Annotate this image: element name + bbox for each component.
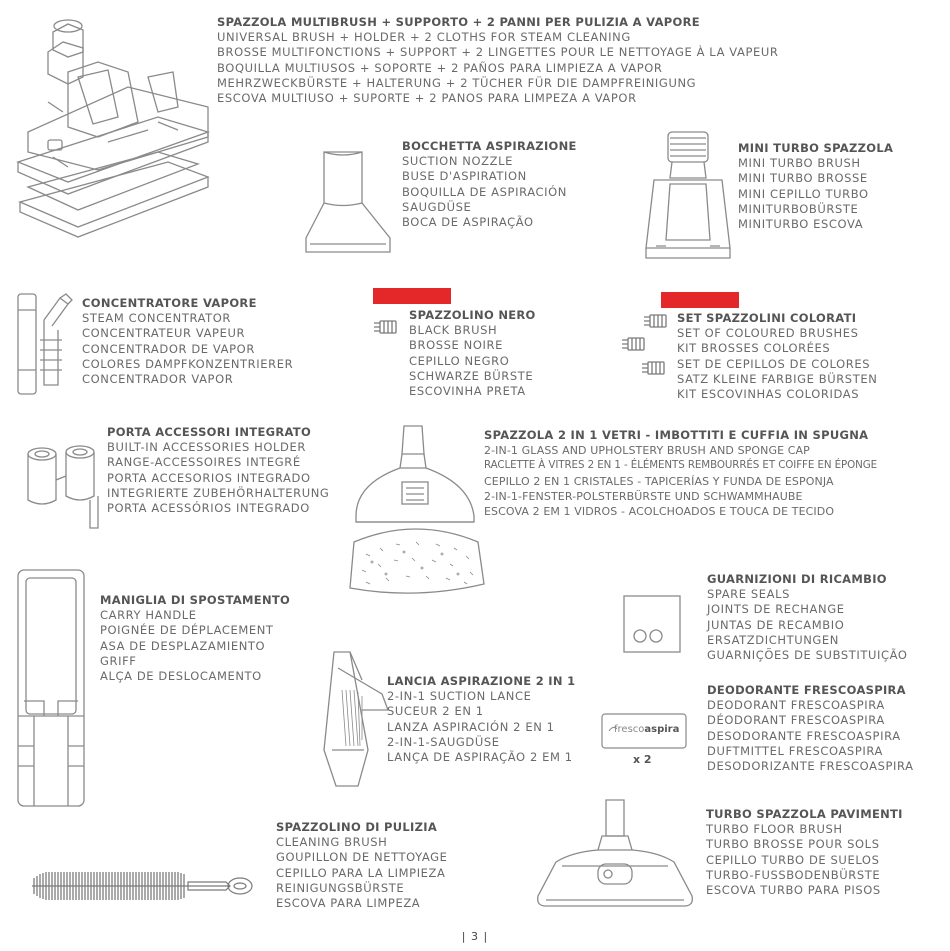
coloured-brushes-title: SET SPAZZOLINI COLORATI bbox=[677, 311, 857, 325]
mini-turbo-line: MINI TURBO BROSSE bbox=[738, 171, 868, 186]
black-brush-line: BROSSE NOIRE bbox=[409, 338, 503, 353]
deodorant-line: DESODORANTE FRESCOASPIRA bbox=[707, 728, 901, 743]
suction-lance-line: LANÇA DE ASPIRAÇÃO 2 EM 1 bbox=[387, 750, 573, 765]
black-brush-red-bar bbox=[373, 288, 451, 304]
multibrush-illustration bbox=[8, 12, 216, 252]
suction-nozzle-title: BOCCHETTA ASPIRAZIONE bbox=[402, 139, 577, 153]
mini-turbo-line: MINI TURBO BRUSH bbox=[738, 156, 861, 170]
carry-handle-text bbox=[100, 593, 290, 684]
accessories-holder-line: PORTA ACCESORIOS INTEGRADO bbox=[107, 470, 311, 485]
spare-seals-line: SPARE SEALS bbox=[707, 587, 791, 601]
coloured-brushes-text bbox=[677, 311, 877, 402]
carry-handle-line: ASA DE DESPLAZAMIENTO bbox=[100, 638, 266, 653]
glass-brush-line: RACLETTE À VITRES 2 EN 1 - ÉLÉMENTS REMBOURRÉS ET COIFFE EN ÉPONGE bbox=[484, 459, 878, 472]
deodorant-quantity: x 2 bbox=[633, 753, 652, 766]
cleaning-brush-text bbox=[276, 820, 448, 911]
deodorant-title: DEODORANTE FRESCOASPIRA bbox=[707, 683, 906, 697]
mini-turbo-brush-illustration bbox=[640, 128, 736, 264]
coloured-brushes-line: SET OF COLOURED BRUSHES bbox=[677, 326, 859, 340]
black-brush-line: SCHWARZE BÜRSTE bbox=[409, 368, 534, 383]
carry-handle-illustration bbox=[14, 566, 94, 810]
black-brush-line: BLACK BRUSH bbox=[409, 323, 498, 337]
black-brush-line: CEPILLO NEGRO bbox=[409, 353, 510, 368]
steam-concentrator-line: CONCENTRADOR VAPOR bbox=[82, 372, 234, 387]
coloured-brushes-line: KIT ESCOVINHAS COLORIDAS bbox=[677, 387, 860, 402]
logo-light-text: fresco bbox=[614, 724, 645, 735]
coloured-brushes-red-bar bbox=[661, 292, 739, 308]
cleaning-brush-line: CLEANING BRUSH bbox=[276, 835, 388, 849]
steam-concentrator-line: CONCENTRADOR DE VAPOR bbox=[82, 341, 255, 356]
mini-turbo-text bbox=[738, 141, 893, 232]
black-brush-illustration bbox=[370, 318, 400, 336]
multibrush-line: UNIVERSAL BRUSH + HOLDER + 2 CLOTHS FOR STEAM CLEANING bbox=[217, 30, 631, 44]
accessories-holder-title: PORTA ACCESSORI INTEGRATO bbox=[107, 425, 312, 439]
turbo-floor-brush-illustration bbox=[532, 796, 698, 914]
glass-brush-line: 2-IN-1 GLASS AND UPHOLSTERY BRUSH AND SPONGE CAP bbox=[484, 444, 810, 457]
steam-concentrator-title: CONCENTRATORE VAPORE bbox=[82, 296, 257, 310]
steam-concentrator-text bbox=[82, 296, 293, 387]
accessories-holder-text bbox=[107, 425, 329, 516]
suction-nozzle-illustration bbox=[302, 148, 394, 260]
spare-seals-line: JOINTS DE RECHANGE bbox=[707, 602, 845, 617]
mini-turbo-title: MINI TURBO SPAZZOLA bbox=[738, 141, 894, 155]
suction-nozzle-line: SAUGDÜSE bbox=[402, 199, 472, 214]
deodorant-line: DÉODORANT FRESCOASPIRA bbox=[707, 713, 885, 728]
spare-seals-illustration bbox=[622, 594, 684, 656]
cleaning-brush-illustration bbox=[30, 866, 256, 906]
cleaning-brush-line: REINIGUNGSBÜRSTE bbox=[276, 880, 405, 895]
mini-turbo-line: MINITURBO ESCOVA bbox=[738, 217, 864, 232]
suction-lance-title: LANCIA ASPIRAZIONE 2 IN 1 bbox=[387, 674, 576, 688]
turbo-floor-line: TURBO BROSSE POUR SOLS bbox=[706, 837, 880, 852]
deodorant-line: DEODORANT FRESCOASPIRA bbox=[707, 698, 885, 712]
coloured-brushes-line: SATZ KLEINE FARBIGE BÜRSTEN bbox=[677, 371, 878, 386]
accessories-holder-illustration bbox=[22, 440, 104, 532]
suction-nozzle-line: BOQUILLA DE ASPIRACIÓN bbox=[402, 184, 567, 199]
turbo-floor-title: TURBO SPAZZOLA PAVIMENTI bbox=[706, 807, 903, 821]
turbo-floor-text bbox=[706, 807, 903, 898]
accessories-holder-line: BUILT-IN ACCESSORIES HOLDER bbox=[107, 440, 306, 454]
steam-concentrator-line: STEAM CONCENTRATOR bbox=[82, 311, 232, 325]
suction-lance-illustration bbox=[322, 650, 392, 790]
accessories-holder-line: INTEGRIERTE ZUBEHÖRHALTERUNG bbox=[107, 485, 330, 500]
steam-concentrator-illustration bbox=[14, 290, 82, 402]
accessories-holder-line: RANGE-ACCESSOIRES INTEGRÉ bbox=[107, 455, 301, 470]
coloured-brushes-line: KIT BROSSES COLORÉES bbox=[677, 341, 831, 356]
coloured-brushes-illustration bbox=[620, 312, 670, 384]
deodorant-logo bbox=[614, 724, 679, 735]
carry-handle-line: POIGNÉE DE DÉPLACEMENT bbox=[100, 623, 274, 638]
turbo-floor-line: CEPILLO TURBO DE SUELOS bbox=[706, 852, 880, 867]
black-brush-title: SPAZZOLINO NERO bbox=[409, 308, 536, 322]
spare-seals-line: ERSATZDICHTUNGEN bbox=[707, 632, 839, 647]
suction-lance-line: 2-IN-1-SAUGDÜSE bbox=[387, 734, 500, 749]
glass-brush-line: 2-IN-1-FENSTER-POLSTERBÜRSTE UND SCHWAMMHAUBE bbox=[484, 489, 803, 503]
multibrush-title: SPAZZOLA MULTIBRUSH + SUPPORTO + 2 PANNI PER PULIZIA A VAPORE bbox=[217, 15, 700, 29]
cleaning-brush-line: GOUPILLON DE NETTOYAGE bbox=[276, 850, 448, 865]
suction-nozzle-text bbox=[402, 139, 577, 230]
deodorant-text bbox=[707, 683, 914, 774]
logo-bold-text: aspira bbox=[644, 724, 680, 735]
coloured-brushes-line: SET DE CEPILLOS DE COLORES bbox=[677, 356, 871, 371]
suction-lance-line: SUCEUR 2 EN 1 bbox=[387, 704, 484, 719]
suction-lance-text bbox=[387, 674, 575, 765]
spare-seals-title: GUARNIZIONI DI RICAMBIO bbox=[707, 572, 887, 586]
multibrush-line: MEHRZWECKBÜRSTE + HALTERUNG + 2 TÜCHER FÜR DIE DAMPFREINIGUNG bbox=[217, 75, 697, 90]
multibrush-line: BROSSE MULTIFONCTIONS + SUPPORT + 2 LINGETTES POUR LE NETTOYAGE À LA VAPEUR bbox=[217, 45, 779, 60]
page-number: | 3 | bbox=[461, 930, 489, 943]
multibrush-line: BOQUILLA MULTIUSOS + SOPORTE + 2 PAÑOS PARA LIMPIEZA A VAPOR bbox=[217, 60, 663, 75]
carry-handle-line: ALÇA DE DESLOCAMENTO bbox=[100, 669, 262, 684]
glass-brush-title: SPAZZOLA 2 IN 1 VETRI - IMBOTTITI E CUFFIA IN SPUGNA bbox=[484, 428, 869, 442]
black-brush-text bbox=[409, 308, 536, 399]
carry-handle-line: CARRY HANDLE bbox=[100, 608, 197, 622]
suction-nozzle-line: BOCA DE ASPIRAÇÃO bbox=[402, 215, 534, 230]
mini-turbo-line: MINI CEPILLO TURBO bbox=[738, 186, 869, 201]
mini-turbo-line: MINITURBOBÜRSTE bbox=[738, 201, 859, 216]
spare-seals-line: JUNTAS DE RECAMBIO bbox=[707, 617, 845, 632]
deodorant-line: DUFTMITTEL FRESCOASPIRA bbox=[707, 743, 883, 758]
cleaning-brush-line: CEPILLO PARA LA LIMPIEZA bbox=[276, 865, 446, 880]
glass-brush-text bbox=[484, 428, 877, 519]
carry-handle-line: GRIFF bbox=[100, 653, 137, 668]
accessories-holder-line: PORTA ACESSÓRIOS INTEGRADO bbox=[107, 501, 310, 516]
turbo-floor-line: TURBO-FUSSBODENBÜRSTE bbox=[706, 867, 881, 882]
glass-brush-illustration bbox=[346, 424, 486, 602]
spare-seals-line: GUARNIÇÕES DE SUBSTITUIÇÃO bbox=[707, 648, 908, 663]
deodorant-line: DESODORIZANTE FRESCOASPIRA bbox=[707, 759, 914, 774]
suction-nozzle-line: BUSE D'ASPIRATION bbox=[402, 169, 527, 184]
suction-lance-line: 2-IN-1 SUCTION LANCE bbox=[387, 689, 532, 703]
turbo-floor-line: TURBO FLOOR BRUSH bbox=[706, 822, 843, 836]
black-brush-line: ESCOVINHA PRETA bbox=[409, 384, 526, 399]
steam-concentrator-line: CONCENTRATEUR VAPEUR bbox=[82, 326, 246, 341]
carry-handle-title: MANIGLIA DI SPOSTAMENTO bbox=[100, 593, 291, 607]
multibrush-line: ESCOVA MULTIUSO + SUPORTE + 2 PANOS PARA LIMPEZA A VAPOR bbox=[217, 91, 637, 106]
cleaning-brush-title: SPAZZOLINO DI PULIZIA bbox=[276, 820, 438, 834]
suction-lance-line: LANZA ASPIRACIÓN 2 EN 1 bbox=[387, 719, 555, 734]
glass-brush-line: ESCOVA 2 EM 1 VIDROS - ACOLCHOADOS E TOUCA DE TECIDO bbox=[484, 505, 835, 519]
steam-concentrator-line: COLORES DAMPFKONZENTRIERER bbox=[82, 356, 294, 371]
suction-nozzle-line: SUCTION NOZZLE bbox=[402, 154, 513, 168]
multibrush-text bbox=[217, 15, 779, 106]
turbo-floor-line: ESCOVA TURBO PARA PISOS bbox=[706, 883, 881, 898]
cleaning-brush-line: ESCOVA PARA LIMPEZA bbox=[276, 896, 421, 911]
glass-brush-line: CEPILLO 2 EN 1 CRISTALES - TAPICERÍAS Y FUNDA DE ESPONJA bbox=[484, 474, 834, 488]
spare-seals-text bbox=[707, 572, 908, 663]
